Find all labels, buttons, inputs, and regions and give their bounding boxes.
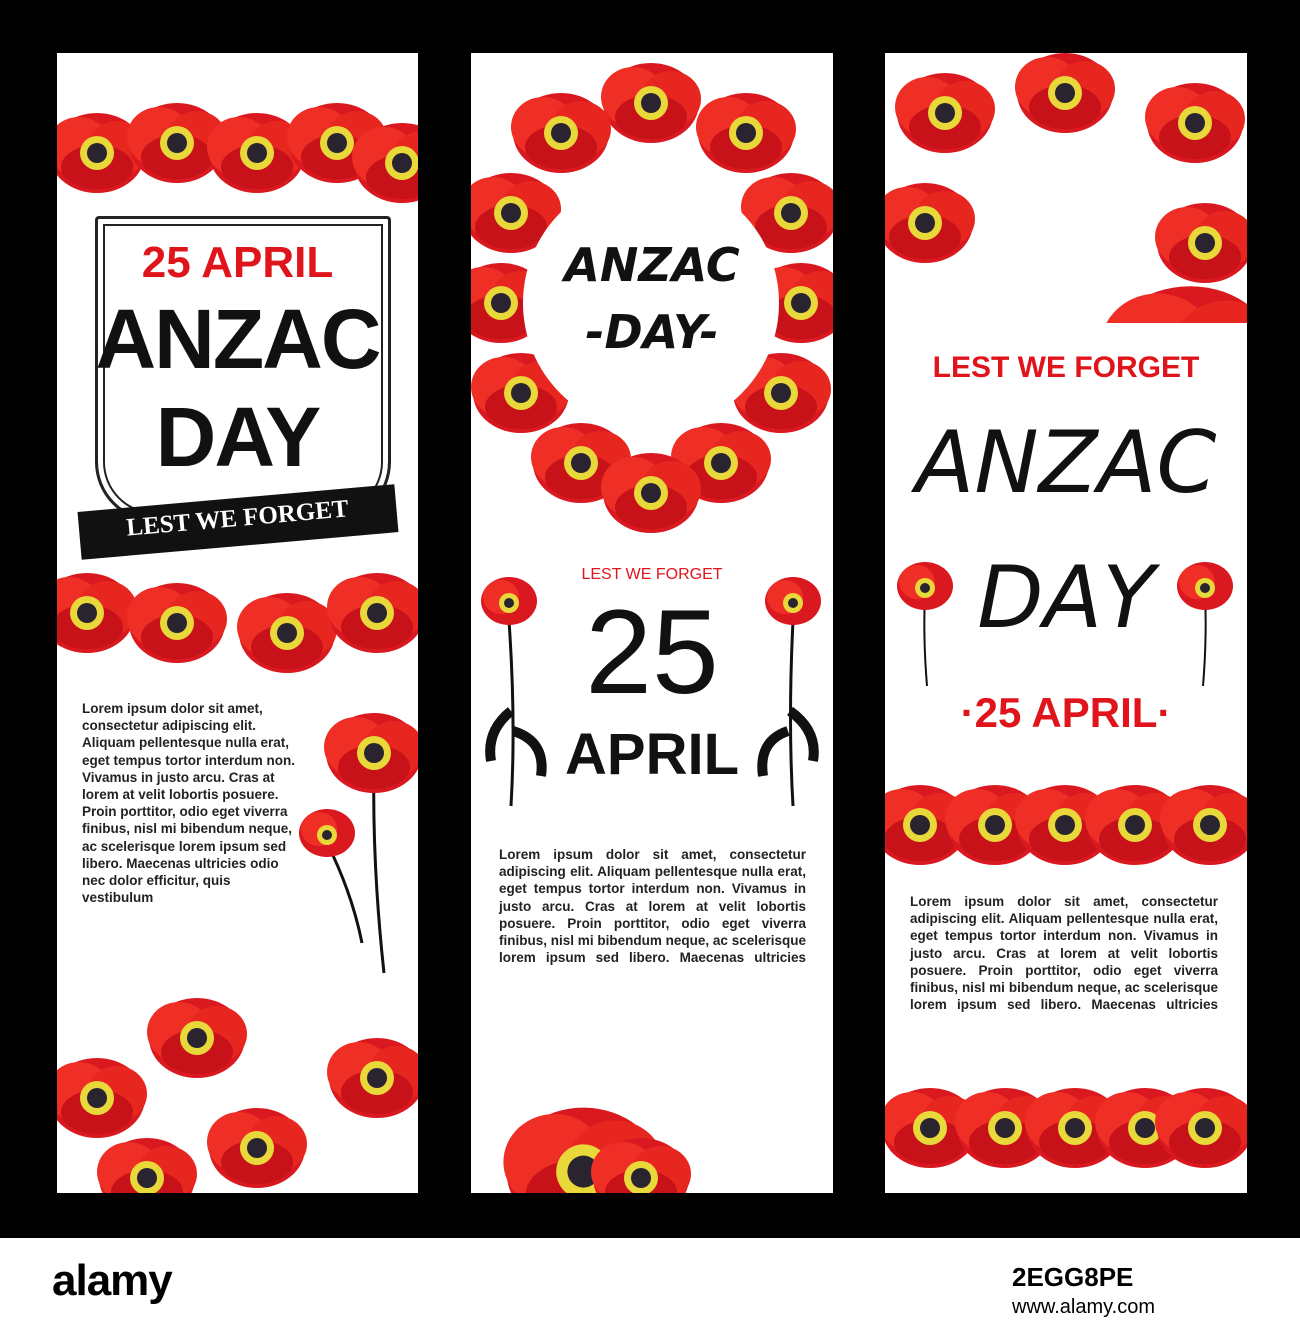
anzac-banner-left (57, 53, 418, 1193)
poppy-stem-right (738, 561, 833, 811)
title-line1: ANZAC (915, 413, 1217, 513)
poppy-stem (292, 703, 418, 983)
site-url[interactable]: www.alamy.com (1012, 1296, 1155, 1318)
title-line1: ANZAC (564, 238, 740, 292)
title-line2: DAY (155, 390, 320, 484)
date-label: ·25 APRIL· (960, 689, 1172, 736)
poppy-bud-right (1175, 558, 1235, 688)
stock-footer (0, 1238, 1300, 1336)
poppy-garland-bottom (471, 1028, 833, 1193)
poppy-stem-left (471, 561, 566, 811)
poppy-garland-middle (57, 533, 418, 693)
poppy-garland-bottom (885, 1063, 1247, 1193)
title-line2: DAY (977, 548, 1155, 648)
ribbon-text: LEST WE FORGET (125, 495, 350, 542)
poppy-cluster-top (885, 53, 1247, 323)
brand-logo: alamy (52, 1256, 172, 1305)
tagline: LEST WE FORGET (932, 351, 1200, 384)
anzac-banner-right (885, 53, 1247, 1193)
title-line1: ANZAC (95, 292, 380, 386)
anzac-banner-middle (471, 53, 833, 1193)
date-month: APRIL (565, 722, 739, 787)
poppy-garland-middle (885, 753, 1247, 898)
body-text: Lorem ipsum dolor sit amet, consectetur adipiscing elit. Aliquam pellentesque nulla erat, eget tempus tortor interdum non. Vivamus in justo arcu. Cras at lorem at velit lobortis posuere. Proin porttitor, odio eget viverra finibus, nisl mi bibendum neque, ac scelerisque lorem ipsum sed libero. Maecenas ultricies (910, 894, 1218, 1013)
poppy-garland-bottom (57, 978, 418, 1193)
title-line2: -DAY- (585, 305, 719, 359)
poppy-bud-left (895, 558, 955, 688)
date-day: 25 (585, 585, 719, 719)
image-id: 2EGG8PE (1012, 1262, 1134, 1292)
date-label: 25 APRIL (141, 238, 334, 287)
poppy-garland-top (57, 73, 418, 223)
body-text: Lorem ipsum dolor sit amet, consectetur adipiscing elit. Aliquam pellentesque nulla erat, eget tempus tortor interdum non. Vivamus in justo arcu. Cras at lorem at velit lobortis posuere. Proin porttitor, odio eget viverra finibus, nisl mi bibendum neque, ac scelerisque lorem ipsum sed libero. Maecenas ultricies (499, 847, 806, 966)
body-text: Lorem ipsum dolor sit amet, consectetur adipiscing elit. Aliquam pellentesque nulla erat, eget tempus tortor interdum non. Vivamus in justo arcu. Cras at lorem at velit lobortis posuere. Proin porttitor, odio eget viverra finibus, nisl mi bibendum neque, ac scelerisque lorem ipsum sed libero. Maecenas ultricies odio nec dolor efficitur, quis vestibulum (82, 701, 296, 906)
poppy-wreath (471, 53, 833, 553)
tagline: LEST WE FORGET (581, 566, 723, 583)
